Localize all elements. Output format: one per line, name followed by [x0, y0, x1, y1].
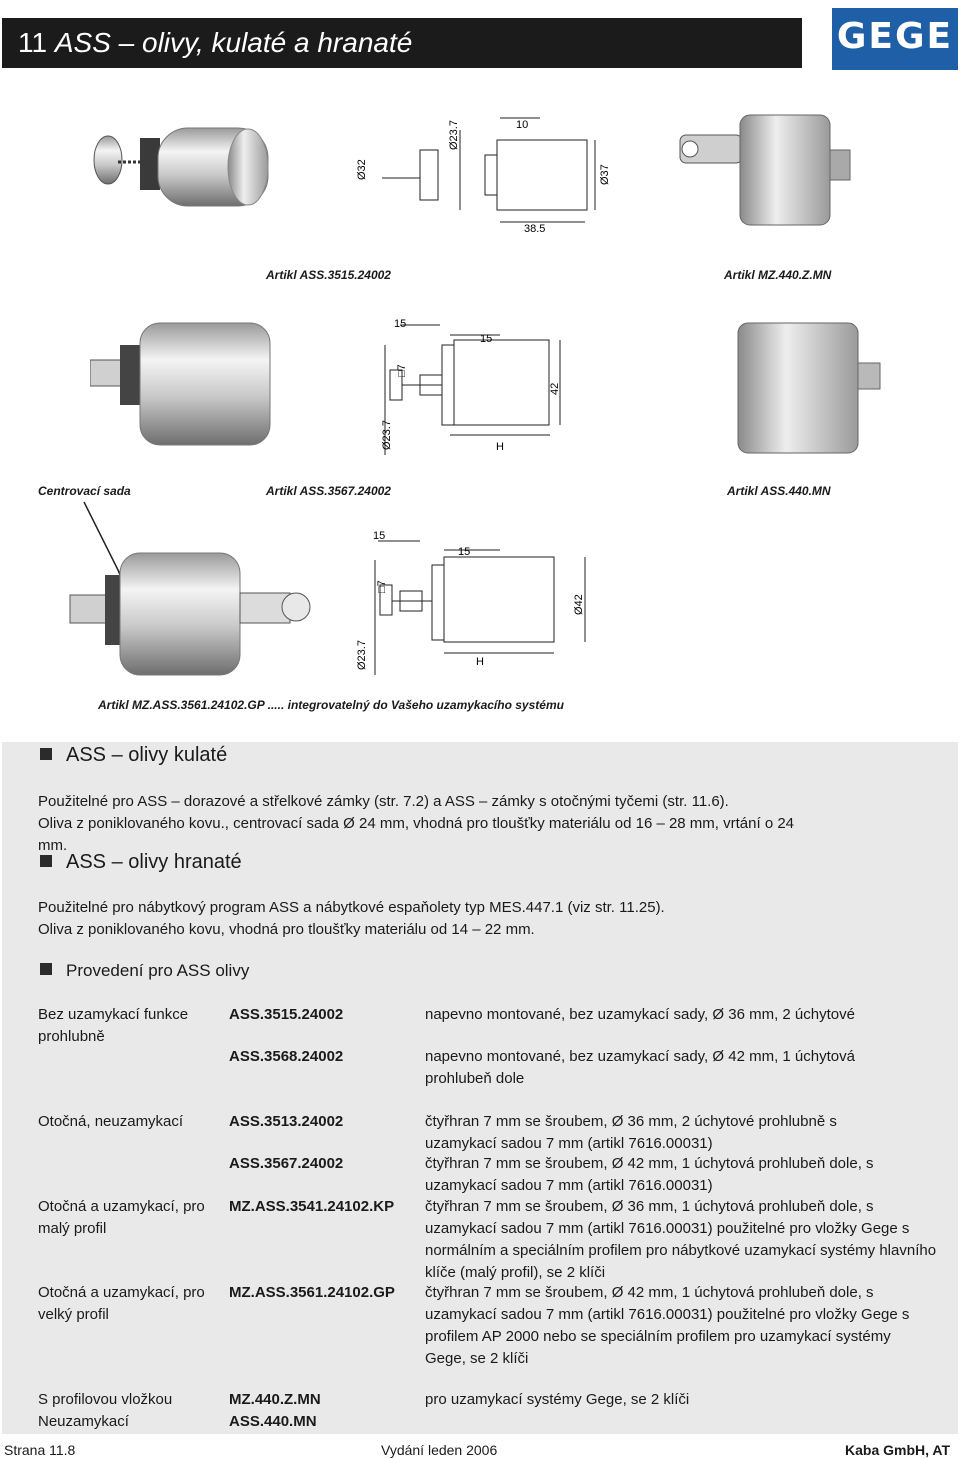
article-code: ASS.440.MN	[229, 1413, 317, 1430]
figure-square-lock-key	[670, 95, 870, 235]
bullet-square-icon	[40, 855, 52, 867]
text-line: Oliva z poniklovaného kovu, vhodná pro tloušťky materiálu od 14 – 22 mm.	[38, 921, 535, 938]
svg-text:Ø37: Ø37	[599, 164, 611, 185]
figure-round-knob	[80, 110, 620, 240]
caption-centrovaci-sada: Centrovací sada	[38, 484, 131, 498]
caption-ass-3567: Artikl ASS.3567.24002	[266, 484, 391, 498]
svg-text:15: 15	[458, 546, 471, 558]
svg-text:Ø23.7: Ø23.7	[356, 640, 368, 670]
heading-provedeni: Provedení pro ASS olivy	[40, 961, 249, 981]
article-description: napevno montované, bez uzamykací sady, Ø 42 mm, 1 úchytová prohlubeň dole	[425, 1048, 855, 1087]
svg-text:Ø23.7: Ø23.7	[381, 420, 393, 450]
caption-ass-3515: Artikl ASS.3515.24002	[266, 268, 391, 282]
article-code: MZ.ASS.3541.24102.KP	[229, 1198, 395, 1215]
footer-edition: Vydání leden 2006	[381, 1442, 498, 1458]
svg-text:42: 42	[549, 382, 561, 395]
article-code: ASS.3513.24002	[229, 1113, 344, 1130]
article-description: napevno montované, bez uzamykací sady, Ø 36 mm, 2 úchytové	[425, 1006, 855, 1023]
bullet-square-icon	[40, 963, 52, 975]
caption-mz-ass-3561: Artikl MZ.ASS.3561.24102.GP ..... integrovatelný do Vašeho uzamykacího systému	[98, 698, 564, 712]
gege-logo: GEGE	[832, 8, 958, 70]
svg-text:H: H	[496, 441, 504, 453]
figure-square-knob-with-key	[60, 525, 600, 690]
article-description: čtyřhran 7 mm se šroubem, Ø 42 mm, 1 úchytová prohlubeň dole, s uzamykací sadou 7 mm (artikl 7616.00031)	[425, 1155, 874, 1194]
article-code: ASS.3567.24002	[229, 1155, 344, 1172]
caption-ass-440: Artikl ASS.440.MN	[727, 484, 831, 498]
article-code: ASS.3568.24002	[229, 1048, 344, 1065]
svg-text:H: H	[476, 656, 484, 668]
text-line: Oliva z poniklovaného kovu., centrovací sada Ø 24 mm, vhodná pro tloušťky materiálu od 16 – 28 mm, vrtání o 24	[38, 815, 795, 832]
page-title: 11 ASS – olivy, kulaté a hranaté	[18, 27, 413, 58]
row-label: Otočná, neuzamykací	[38, 1113, 184, 1130]
article-code: MZ.440.Z.MN	[229, 1391, 321, 1408]
bullet-square-icon	[40, 748, 52, 760]
figure-square-lock	[730, 318, 890, 458]
article-description: čtyřhran 7 mm se šroubem, Ø 36 mm, 1 úchytová prohlubeň dole, s uzamykací sadou 7 mm (artikl 7616.00031) použitelné pro vložky Gege s normálním a speciálním profilem pro nábytkové uzamykací systémy hlavního klíče (malý profil), se 2 klíči	[425, 1198, 937, 1281]
row-label: Otočná a uzamykací, pro malý profil	[38, 1198, 205, 1237]
article-description: čtyřhran 7 mm se šroubem, Ø 42 mm, 1 úchytová prohlubeň dole, s uzamykací sadou 7 mm (artikl 7616.00031) použitelné pro vložky Gege s profilem AP 2000 nebo se speciálním profilem pro uzamykací systémy Gege, se 2 klíči	[425, 1284, 910, 1367]
row-label: Otočná a uzamykací, pro velký profil	[38, 1284, 205, 1323]
footer-page: Strana 11.8	[4, 1442, 76, 1458]
title-bar	[2, 18, 802, 68]
svg-text:Ø42: Ø42	[573, 594, 585, 615]
footer-company: Kaba GmbH, AT	[845, 1442, 951, 1458]
svg-text:□7: □7	[376, 580, 388, 593]
row-label: Bez uzamykací funkce prohlubně	[38, 1006, 189, 1045]
article-code: ASS.3515.24002	[229, 1006, 344, 1023]
svg-text:Ø23.7: Ø23.7	[448, 120, 460, 150]
article-description: pro uzamykací systémy Gege, se 2 klíči	[425, 1391, 690, 1408]
article-description: čtyřhran 7 mm se šroubem, Ø 36 mm, 2 úchytové prohlubně s uzamykací sadou 7 mm (artikl 7616.00031)	[425, 1113, 837, 1152]
text-line: Použitelné pro nábytkový program ASS a nábytkové espaňolety typ MES.447.1 (viz str. 11.25).	[38, 899, 665, 916]
row-label: Neuzamykací	[38, 1413, 129, 1430]
text-line: mm.	[38, 837, 68, 854]
heading-olivy-kulate: ASS – olivy kulaté	[40, 744, 227, 767]
article-code: MZ.ASS.3561.24102.GP	[229, 1284, 395, 1301]
figure-square-knob	[90, 315, 590, 475]
heading-olivy-hranate: ASS – olivy hranaté	[40, 851, 242, 874]
svg-text:15: 15	[394, 318, 407, 330]
text-line: Použitelné pro ASS – dorazové a střelkové zámky (str. 7.2) a ASS – zámky s otočnými tyčemi (str. 11.6).	[38, 793, 729, 810]
svg-text:15: 15	[373, 530, 386, 542]
row-label: S profilovou vložkou	[38, 1391, 173, 1408]
svg-text:38.5: 38.5	[524, 223, 546, 235]
svg-text:Ø32: Ø32	[356, 159, 368, 180]
svg-text:15: 15	[480, 333, 493, 345]
caption-mz-440-z: Artikl MZ.440.Z.MN	[724, 268, 832, 282]
svg-text:10: 10	[516, 119, 529, 131]
svg-text:□7: □7	[396, 364, 408, 377]
